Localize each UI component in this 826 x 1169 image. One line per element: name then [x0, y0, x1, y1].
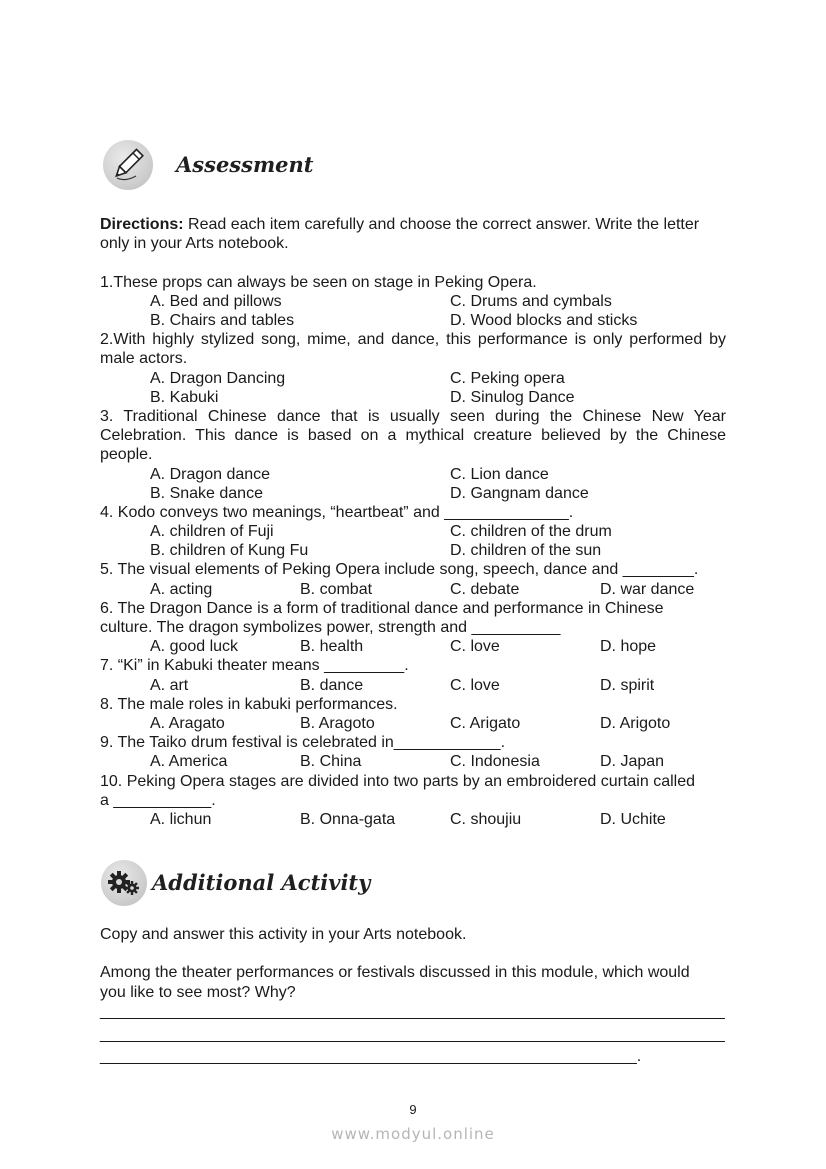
- question-8-option-b: B. Aragoto: [300, 715, 375, 732]
- directions-line-1: [100, 215, 699, 234]
- question-7-stem: 7. “Ki” in Kabuki theater means _________.: [100, 657, 409, 674]
- answer-line-1: _______________________________________________________________________: [100, 1003, 725, 1020]
- gears-icon: [101, 860, 147, 906]
- question-1-option-b: B. Chairs and tables: [150, 312, 295, 329]
- assessment-title: Assessment: [176, 152, 314, 177]
- question-2-stem-line-1: 2.With highly stylized song, mime, and dance, this performance is only performed by: [100, 331, 726, 348]
- watermark: www.modyul.online: [331, 1125, 495, 1143]
- directions-line-2: only in your Arts notebook.: [100, 235, 289, 252]
- question-3-option-b: B. Snake dance: [150, 485, 263, 502]
- question-6-option-d: D. hope: [600, 638, 657, 655]
- question-9-option-b: B. China: [300, 753, 362, 770]
- question-2-option-b: B. Kabuki: [150, 389, 219, 406]
- question-8-option-d: D. Arigoto: [600, 715, 671, 732]
- question-10-option-d: D. Uchite: [600, 811, 666, 828]
- question-1-option-d: D. Wood blocks and sticks: [450, 312, 638, 329]
- question-1-stem: 1.These props can always be seen on stage in Peking Opera.: [100, 274, 537, 291]
- question-7-option-b: B. dance: [300, 677, 364, 694]
- answer-line-2: _______________________________________________________________________: [100, 1026, 725, 1043]
- question-5-stem: 5. The visual elements of Peking Opera include song, speech, dance and ________.: [100, 561, 699, 578]
- additional-prompt-line-1: Among the theater performances or festivals discussed in this module, which would: [100, 964, 690, 981]
- question-6-option-b: B. health: [300, 638, 364, 655]
- question-10-stem-line-1: 10. Peking Opera stages are divided into two parts by an embroidered curtain called: [100, 773, 696, 790]
- question-5-option-d: D. war dance: [600, 581, 695, 598]
- question-7-option-d: D. spirit: [600, 677, 655, 694]
- question-3-option-c: C. Lion dance: [450, 466, 549, 483]
- question-10-stem-line-2: a ___________.: [100, 792, 216, 809]
- question-4-option-a: A. children of Fuji: [150, 523, 274, 540]
- question-10-option-c: C. shoujiu: [450, 811, 522, 828]
- question-5-option-a: A. acting: [150, 581, 213, 598]
- question-3-stem-line-2: Celebration. This dance is based on a mythical creature believed by the Chinese: [100, 427, 726, 444]
- question-8-option-c: C. Arigato: [450, 715, 521, 732]
- question-2-stem-line-2: male actors.: [100, 350, 188, 367]
- question-3-option-d: D. Gangnam dance: [450, 485, 589, 502]
- question-2-option-a: A. Dragon Dancing: [150, 370, 286, 387]
- question-10-option-b: B. Onna-gata: [300, 811, 396, 828]
- question-3-stem-line-3: people.: [100, 446, 153, 463]
- question-4-option-b: B. children of Kung Fu: [150, 542, 309, 559]
- additional-instruction: Copy and answer this activity in your Arts notebook.: [100, 926, 467, 943]
- directions-text-1: Read each item carefully and choose the correct answer. Write the letter: [183, 216, 700, 233]
- question-1-option-c: C. Drums and cymbals: [450, 293, 612, 310]
- question-6-option-a: A. good luck: [150, 638, 239, 655]
- question-9-option-d: D. Japan: [600, 753, 665, 770]
- page-number: 9: [409, 1102, 417, 1117]
- question-4-option-d: D. children of the sun: [450, 542, 602, 559]
- question-9-stem: 9. The Taiko drum festival is celebrated in____________.: [100, 734, 506, 751]
- question-9-option-c: C. Indonesia: [450, 753, 540, 770]
- question-9-option-a: A. America: [150, 753, 228, 770]
- question-2-option-c: C. Peking opera: [450, 370, 565, 387]
- question-8-stem: 8. The male roles in kabuki performances.: [100, 696, 398, 713]
- question-3-stem-line-1: 3. Traditional Chinese dance that is usually seen during the Chinese New Year: [100, 408, 726, 425]
- question-4-option-c: C. children of the drum: [450, 523, 612, 540]
- question-6-stem-line-2: culture. The dragon symbolizes power, strength and __________: [100, 619, 561, 636]
- question-7-option-a: A. art: [150, 677, 189, 694]
- directions-label: Directions:: [100, 216, 184, 233]
- answer-line-3: _____________________________________________________________.: [100, 1048, 642, 1065]
- question-4-stem: 4. Kodo conveys two meanings, “heartbeat” and ______________.: [100, 504, 574, 521]
- question-5-option-b: B. combat: [300, 581, 373, 598]
- gears-icon-graphic: [101, 860, 147, 906]
- question-10-option-a: A. lichun: [150, 811, 212, 828]
- question-3-option-a: A. Dragon dance: [150, 466, 271, 483]
- question-6-stem-line-1: 6. The Dragon Dance is a form of traditional dance and performance in Chinese: [100, 600, 664, 617]
- pencil-icon-graphic: [103, 140, 153, 190]
- additional-prompt-line-2: you like to see most? Why?: [100, 984, 296, 1001]
- question-7-option-c: C. love: [450, 677, 500, 694]
- question-5-option-c: C. debate: [450, 581, 520, 598]
- question-2-option-d: D. Sinulog Dance: [450, 389, 575, 406]
- question-1-option-a: A. Bed and pillows: [150, 293, 282, 310]
- additional-activity-title: Additional Activity: [152, 870, 371, 895]
- pencil-icon: [103, 140, 153, 190]
- question-8-option-a: A. Aragato: [150, 715, 225, 732]
- question-6-option-c: C. love: [450, 638, 500, 655]
